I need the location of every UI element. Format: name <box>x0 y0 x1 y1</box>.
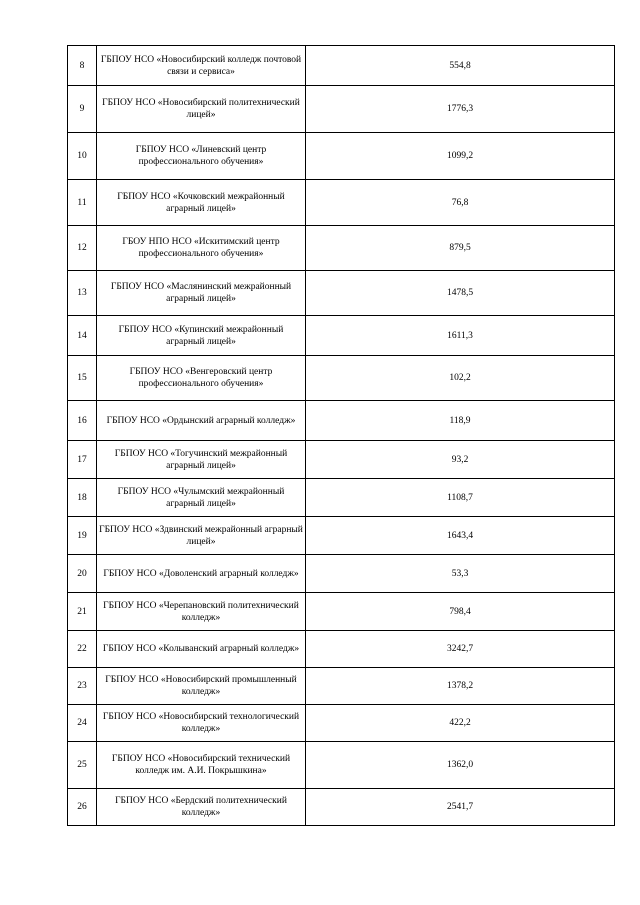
table-row <box>68 555 615 593</box>
table-row <box>68 705 615 742</box>
value-cell: 118,9 <box>306 401 615 441</box>
row-number-cell: 26 <box>68 789 97 826</box>
table-row <box>68 742 615 789</box>
institution-name-cell: ГБПОУ НСО «Новосибирский технический колледж им. А.И. Покрышкина» <box>97 742 306 789</box>
row-number-cell: 9 <box>68 86 97 133</box>
institution-name-cell: ГБПОУ НСО «Бердский политехнический колледж» <box>97 789 306 826</box>
row-number-cell: 25 <box>68 742 97 789</box>
value-cell: 1099,2 <box>306 133 615 180</box>
value-cell: 1108,7 <box>306 479 615 517</box>
value-cell: 2541,7 <box>306 789 615 826</box>
value-cell: 879,5 <box>306 226 615 271</box>
row-number-cell: 23 <box>68 668 97 705</box>
table-row <box>68 86 615 133</box>
institution-name-cell: ГБПОУ НСО «Купинский межрайонный аграрный лицей» <box>97 316 306 356</box>
institution-name-cell: ГБПОУ НСО «Маслянинский межрайонный аграрный лицей» <box>97 271 306 316</box>
value-cell: 1776,3 <box>306 86 615 133</box>
row-number-cell: 20 <box>68 555 97 593</box>
institution-name-cell: ГБПОУ НСО «Новосибирский промышленный колледж» <box>97 668 306 705</box>
table-row <box>68 593 615 631</box>
institution-name-cell: ГБПОУ НСО «Доволенский аграрный колледж» <box>97 555 306 593</box>
institution-name-cell: ГБПОУ НСО «Колыванский аграрный колледж» <box>97 631 306 668</box>
row-number-cell: 18 <box>68 479 97 517</box>
row-number-cell: 17 <box>68 441 97 479</box>
table-row <box>68 479 615 517</box>
table-row <box>68 356 615 401</box>
table-row <box>68 316 615 356</box>
row-number-cell: 11 <box>68 180 97 226</box>
institution-name-cell: ГБПОУ НСО «Новосибирский технологический колледж» <box>97 705 306 742</box>
table-row <box>68 631 615 668</box>
value-cell: 102,2 <box>306 356 615 401</box>
table-row <box>68 271 615 316</box>
institution-name-cell: ГБПОУ НСО «Черепановский политехнический колледж» <box>97 593 306 631</box>
row-number-cell: 16 <box>68 401 97 441</box>
row-number-cell: 19 <box>68 517 97 555</box>
table-row <box>68 517 615 555</box>
data-table <box>67 45 615 826</box>
value-cell: 3242,7 <box>306 631 615 668</box>
institution-name-cell: ГБПОУ НСО «Тогучинский межрайонный аграрный лицей» <box>97 441 306 479</box>
table-body <box>68 46 615 826</box>
institution-name-cell: ГБОУ НПО НСО «Искитимский центр профессионального обучения» <box>97 226 306 271</box>
row-number-cell: 10 <box>68 133 97 180</box>
table-row <box>68 133 615 180</box>
row-number-cell: 14 <box>68 316 97 356</box>
row-number-cell: 12 <box>68 226 97 271</box>
table-row <box>68 46 615 86</box>
table-row <box>68 401 615 441</box>
institution-name-cell: ГБПОУ НСО «Чулымский межрайонный аграрный лицей» <box>97 479 306 517</box>
institution-name-cell: ГБПОУ НСО «Новосибирский колледж почтовой связи и сервиса» <box>97 46 306 86</box>
value-cell: 93,2 <box>306 441 615 479</box>
institution-name-cell: ГБПОУ НСО «Здвинский межрайонный аграрный лицей» <box>97 517 306 555</box>
row-number-cell: 22 <box>68 631 97 668</box>
value-cell: 76,8 <box>306 180 615 226</box>
institution-name-cell: ГБПОУ НСО «Венгеровский центр профессионального обучения» <box>97 356 306 401</box>
row-number-cell: 8 <box>68 46 97 86</box>
table-row <box>68 789 615 826</box>
institution-name-cell: ГБПОУ НСО «Новосибирский политехнический лицей» <box>97 86 306 133</box>
value-cell: 554,8 <box>306 46 615 86</box>
value-cell: 1362,0 <box>306 742 615 789</box>
table-row <box>68 226 615 271</box>
row-number-cell: 13 <box>68 271 97 316</box>
value-cell: 422,2 <box>306 705 615 742</box>
row-number-cell: 21 <box>68 593 97 631</box>
table-row <box>68 668 615 705</box>
table-row <box>68 180 615 226</box>
value-cell: 1611,3 <box>306 316 615 356</box>
institution-name-cell: ГБПОУ НСО «Кочковский межрайонный аграрный лицей» <box>97 180 306 226</box>
institution-name-cell: ГБПОУ НСО «Линевский центр профессионального обучения» <box>97 133 306 180</box>
value-cell: 798,4 <box>306 593 615 631</box>
value-cell: 1378,2 <box>306 668 615 705</box>
value-cell: 1643,4 <box>306 517 615 555</box>
value-cell: 1478,5 <box>306 271 615 316</box>
row-number-cell: 15 <box>68 356 97 401</box>
institution-name-cell: ГБПОУ НСО «Ордынский аграрный колледж» <box>97 401 306 441</box>
table-row <box>68 441 615 479</box>
row-number-cell: 24 <box>68 705 97 742</box>
value-cell: 53,3 <box>306 555 615 593</box>
